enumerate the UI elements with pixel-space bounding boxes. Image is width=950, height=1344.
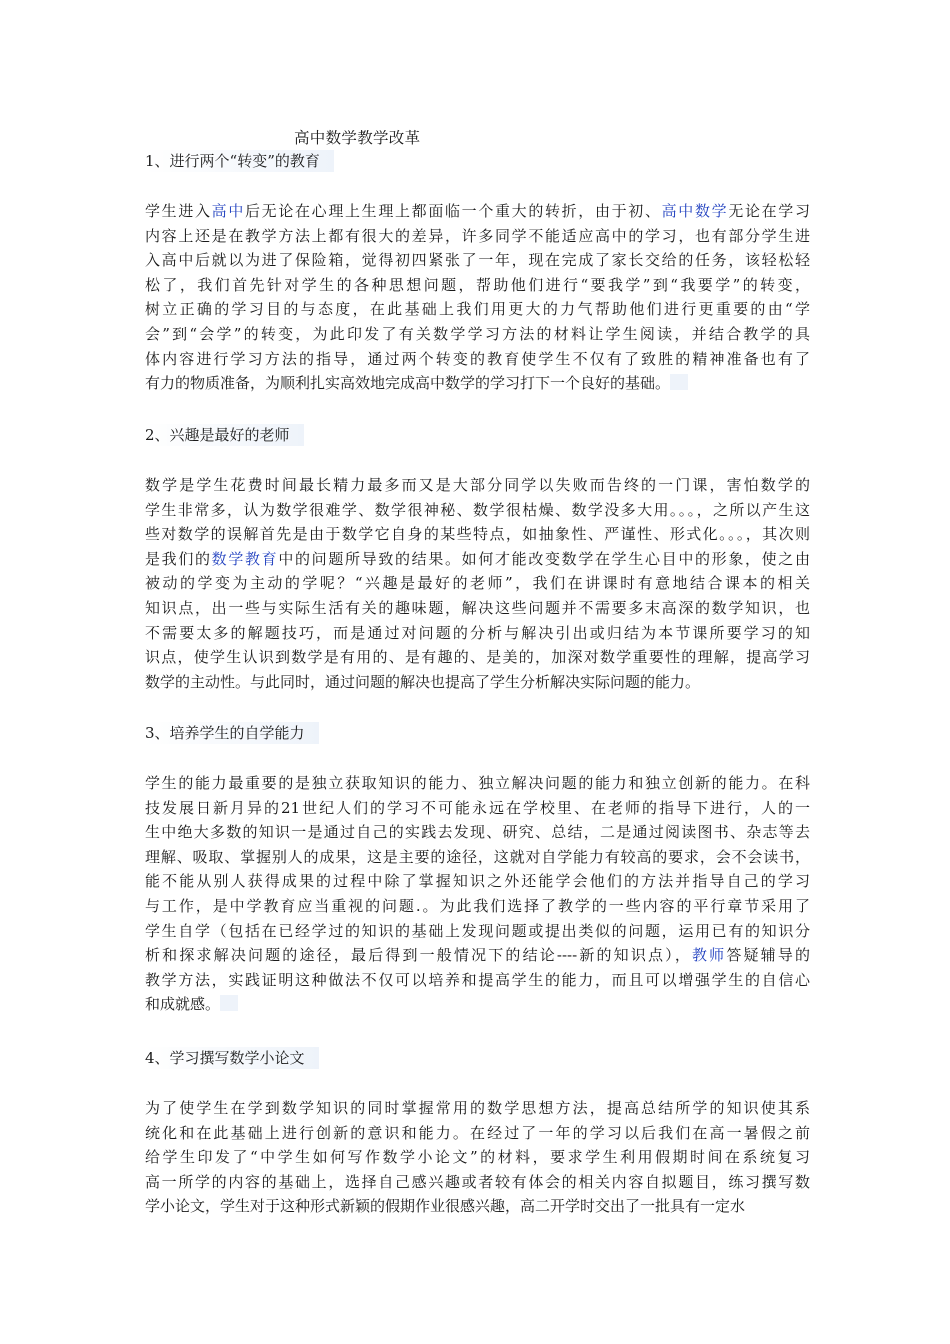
text-run: 无论在学习	[728, 202, 810, 220]
paragraph-line	[145, 771, 810, 796]
paragraph-line	[145, 199, 810, 224]
line-end-highlight	[670, 374, 688, 390]
text-run: 学生的能力最重要的是独立获取知识的能力、独立解决问题的能力和独立创新的能力。在科	[145, 774, 810, 792]
text-run: 后无论在心理上生理上都面临一个重大的转折，由于初、	[245, 202, 662, 220]
paragraph-line	[145, 297, 810, 322]
text-run: 为了使学生在学到数学知识的同时掌握常用的数学思想方法，提高总结所学的知识使其系	[145, 1099, 810, 1117]
paragraph-line	[145, 547, 810, 572]
paragraph-line	[145, 820, 810, 845]
text-run: 生中绝大多数的知识一是通过自己的实践去发现、研究、总结，二是通过阅读图书、杂志等去	[145, 823, 810, 842]
text-run: 有力的物质准备，为顺利扎实高效地完成高中数学的学习打下一个良好的基础。	[145, 374, 671, 393]
paragraph-line	[145, 645, 810, 670]
section-1-heading: 1、进行两个“转变”的教育	[145, 150, 334, 172]
text-run: 是我们的	[145, 549, 212, 568]
keyword-link[interactable]: 高中	[211, 202, 246, 220]
text-run: 不需要太多的解题技巧，而是通过对问题的分析与解决引出或归结为本节课所要学习的知	[145, 623, 810, 642]
text-run: 会”到“会学”的转变，为此印发了有关数学学习方法的材料让学生阅读，并结合教学的具	[145, 324, 810, 343]
paragraph-line	[145, 968, 810, 993]
text-run: 学生非常多，认为数学很难学、数学很神秘、数学很枯燥、数学没多大用。。。，之所以产生这	[145, 500, 810, 519]
text-run: 数学是学生花费时间最长精力最多而又是大部分同学以失败而告终的一门课，害怕数学的	[145, 476, 810, 494]
text-run: 能不能从别人获得成果的过程中除了掌握知识之外还能学会他们的方法并指导自己的学习	[145, 872, 810, 891]
paragraph-line	[145, 869, 810, 894]
text-run: 被动的学变为主动的学呢？“兴趣是最好的老师”，我们在讲课时有意地结合课本的相关	[145, 574, 810, 593]
text-run: 知识点，出一些与实际生活有关的趣味题，解决这些问题并不需要多末高深的数学知识，也	[145, 598, 810, 617]
text-run: 体内容进行学习方法的指导，通过两个转变的教育使学生不仅有了致胜的精神准备也有了	[145, 349, 810, 368]
paragraph-line	[145, 621, 810, 646]
text-run: 给学生印发了“中学生如何写作数学小论文”的材料，要求学生利用假期时间在系统复习	[145, 1148, 810, 1167]
section-4-heading: 4、学习撰写数学小论文	[145, 1047, 319, 1069]
text-run: 技发展日新月异的21世纪人们的学习不可能永远在学校里、在老师的指导下进行，人的一	[145, 798, 810, 817]
keyword-link[interactable]: 教师	[692, 946, 727, 965]
text-run: 与工作，是中学教育应当重视的问题.。为此我们选择了教学的一些内容的平行章节采用了	[145, 896, 810, 915]
paragraph-line	[145, 224, 810, 249]
paragraph-line	[145, 596, 810, 621]
text-run: 高一所学的内容的基础上，选择自己感兴趣或者较有体会的相关内容自拟题目，练习撰写数	[145, 1172, 810, 1191]
paragraph-line	[145, 919, 810, 944]
paragraph-line	[145, 322, 810, 347]
paragraph-line	[145, 1170, 810, 1195]
section-3-paragraph	[145, 771, 810, 1017]
paragraph-line	[145, 943, 810, 968]
text-run: 些对数学的误解首先是由于数学它自身的某些特点，如抽象性、严谨性、形式化。。。，其次则	[145, 525, 810, 544]
text-run: 学生自学（包括在已经学过的知识的基础上发现问题或提出类似的问题，运用已有的知识分	[145, 921, 810, 940]
text-run: 识点，使学生认识到数学是有用的、是有趣的、是美的，加深对数学重要性的理解，提高学习	[145, 648, 810, 667]
paragraph-line	[145, 248, 810, 273]
text-run: 中的问题所导致的结果。如何才能改变数学在学生心目中的形象，使之由	[278, 549, 810, 568]
paragraph-line	[145, 571, 810, 596]
paragraph-line	[145, 670, 810, 695]
text-run: 数学的主动性。与此同时，通过问题的解决也提高了学生分析解决实际问题的能力。	[145, 672, 701, 691]
section-2-paragraph	[145, 473, 810, 694]
text-run: 统化和在此基础上进行创新的意识和能力。在经过了一年的学习以后我们在高一暑假之前	[145, 1123, 810, 1142]
document-title: 高中数学教学改革	[294, 129, 421, 147]
line-end-highlight	[220, 995, 238, 1011]
text-run: 理解、吸取、掌握别人的成果，这是主要的途径，这就对自学能力有较高的要求，会不会读书，	[145, 847, 810, 866]
text-run: 松了，我们首先针对学生的各种思想问题，帮助他们进行“要我学”到“我要学”的转变，	[145, 275, 810, 294]
paragraph-line	[145, 1194, 810, 1219]
section-2-heading: 2、兴趣是最好的老师	[145, 424, 304, 446]
text-run: 析和探求解决问题的途径，最后得到一般情况下的结论----新的知识点），	[145, 946, 692, 965]
paragraph-line	[145, 473, 810, 498]
paragraph-line	[145, 371, 810, 396]
text-run: 内容上还是在教学方法上都有很大的差异，许多同学不能适应高中的学习，也有部分学生进	[145, 226, 810, 245]
text-run: 教学方法，实践证明这种做法不仅可以培养和提高学生的能力，而且可以增强学生的自信心	[145, 970, 810, 989]
paragraph-line	[145, 1121, 810, 1146]
paragraph-line	[145, 845, 810, 870]
text-run: 入高中后就以为进了保险箱，觉得初四紧张了一年，现在完成了家长交给的任务，该轻松轻	[145, 251, 810, 270]
keyword-link[interactable]: 高中数学	[661, 202, 729, 220]
paragraph-line	[145, 1145, 810, 1170]
section-3-heading: 3、培养学生的自学能力	[145, 722, 319, 744]
paragraph-line	[145, 992, 810, 1017]
paragraph-line	[145, 522, 810, 547]
text-run: 答疑辅导的	[726, 946, 810, 965]
paragraph-line	[145, 273, 810, 298]
paragraph-line	[145, 1096, 810, 1121]
paragraph-line	[145, 796, 810, 821]
text-run: 树立正确的学习目的与态度，在此基础上我们用更大的力气帮助他们进行更重要的由“学	[145, 300, 810, 319]
paragraph-line	[145, 498, 810, 523]
section-1-paragraph	[145, 199, 810, 396]
paragraph-line	[145, 347, 810, 372]
text-run: 学生进入	[145, 202, 212, 220]
section-4-paragraph	[145, 1096, 810, 1219]
text-run: 学小论文，学生对于这种形式新颖的假期作业很感兴趣，高二开学时交出了一批具有一定水	[145, 1197, 746, 1216]
text-run: 和成就感。	[145, 995, 221, 1014]
paragraph-line	[145, 894, 810, 919]
keyword-link[interactable]: 数学教育	[211, 549, 279, 568]
